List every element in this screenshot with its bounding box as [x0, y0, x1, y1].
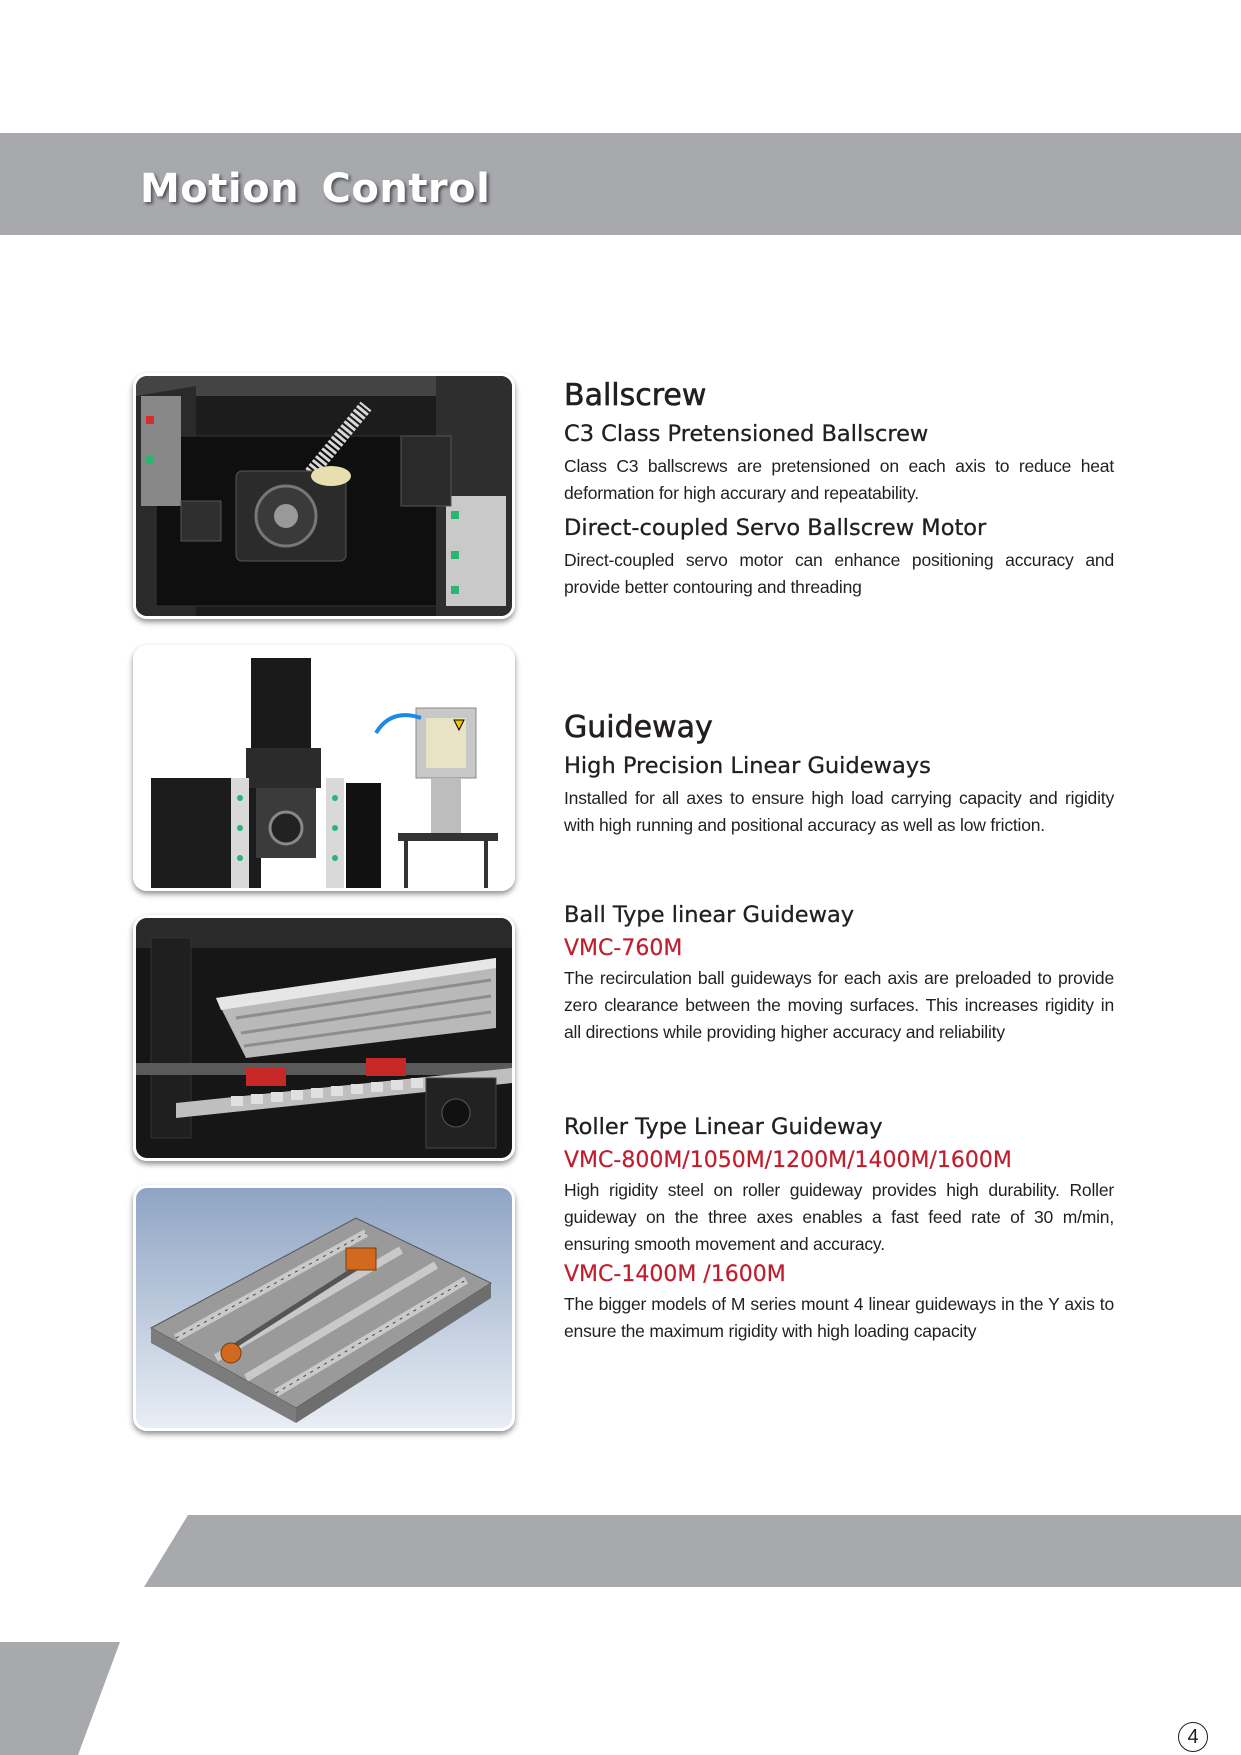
roller-guideway-text: High rigidity steel on roller guideway provides high durability. Roller guideway on the three axes enables a fast feed rate of 30 m/min, ensuring smooth movement and accuracy. [564, 1180, 1114, 1254]
servo-motor-text: Direct-coupled servo motor can enhance positioning accuracy and provide better contouring and threading [564, 550, 1114, 597]
roller-guideway-cad [133, 1185, 515, 1431]
ball-guideway-photo [133, 915, 515, 1161]
ballscrew-photo [133, 373, 515, 619]
ball-guideway-text: The recirculation ball guideways for each axis are preloaded to provide zero clearance between the moving surfaces. This increases rigidity in all directions while providing higher accuracy and reliability [564, 968, 1114, 1042]
guideway-section [564, 710, 1114, 839]
large-models-text: The bigger models of M series mount 4 linear guideways in the Y axis to ensure the maximum rigidity with high loading capacity [564, 1294, 1114, 1341]
page-number: 4 [1178, 1722, 1208, 1752]
roller-guideway-subhead: Roller Type Linear Guideway [564, 1114, 883, 1140]
roller-guideway-model: VMC-800M/1050M/1200M/1400M/1600M [564, 1148, 1012, 1173]
ball-guideway-section [564, 902, 1114, 1046]
roller-guideway-section [564, 1114, 1114, 1345]
c3-ballscrew-subhead: C3 Class Pretensioned Ballscrew [564, 421, 929, 447]
servo-motor-subhead: Direct-coupled Servo Ballscrew Motor [564, 515, 987, 541]
ball-guideway-subhead: Ball Type linear Guideway [564, 902, 855, 928]
guideway-title: Guideway [564, 710, 713, 745]
ballscrew-section [564, 378, 1114, 601]
large-models-label: VMC-1400M /1600M [564, 1262, 786, 1287]
c3-ballscrew-text: Class C3 ballscrews are pretensioned on each axis to reduce heat deformation for high accurary and repeatability. [564, 456, 1114, 503]
linear-guideways-subhead: High Precision Linear Guideways [564, 753, 931, 779]
ballscrew-title: Ballscrew [564, 378, 707, 413]
linear-guideways-text: Installed for all axes to ensure high load carrying capacity and rigidity with high running and positional accuracy as well as low friction. [564, 788, 1114, 835]
page-title: Motion Control [140, 166, 491, 212]
ball-guideway-model: VMC-760M [564, 936, 683, 961]
servo-motor-photo [133, 645, 515, 891]
